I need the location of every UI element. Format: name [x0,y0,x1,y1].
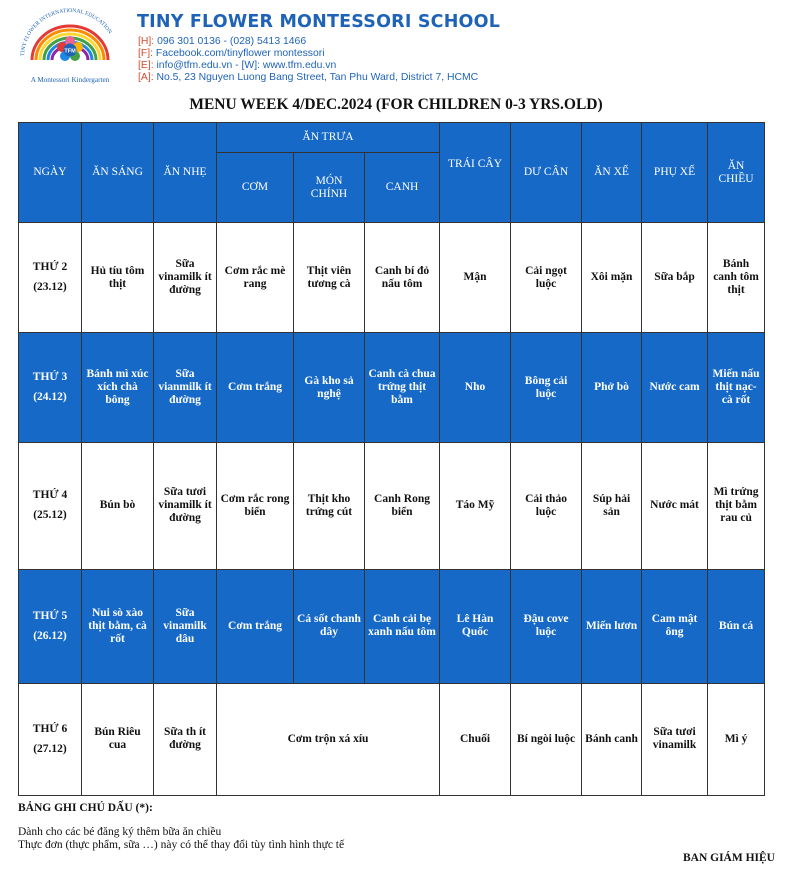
contact-facebook [138,48,478,60]
dessert-cell: Đậu cove luộc [511,569,582,683]
main-cell: Thịt kho trứng cút [294,443,365,569]
lunch-combined-cell: Cơm trộn xá xíu [217,683,440,795]
header-main: MÓN CHÍNH [294,153,365,223]
day-cell [19,223,82,333]
side-cell: Sữa bắp [642,223,708,333]
contact-value: info@tfm.edu.vn - [W]: www.tfm.edu.vn [156,60,337,71]
contact-email-web [138,60,478,72]
day-date: (23.12) [33,281,67,294]
header-rice: CƠM [217,153,294,223]
snack-cell: Sữa vinamilk dâu [154,569,217,683]
day-label: THỨ 4 [32,489,68,502]
afternoon-cell: Súp hải sản [582,443,642,569]
header-dessert: DƯ CÂN [511,123,582,223]
note-line: Dành cho các bé đăng ký thêm bữa ăn chiều [18,826,222,838]
header-snack: ĂN NHẸ [154,123,217,223]
header-lunch: ĂN TRƯA [217,123,440,153]
dessert-cell: Bông cải luộc [511,333,582,443]
table-row [19,683,765,795]
fruit-cell: Nho [440,333,511,443]
header-breakfast: ĂN SÁNG [82,123,154,223]
afternoon-cell: Xôi mặn [582,223,642,333]
menu-title: MENU WEEK 4/DEC.2024 (FOR CHILDREN 0-3 YRS.OLD) [189,96,603,113]
school-logo [14,8,126,88]
header-side: PHỤ XẾ [642,123,708,223]
fruit-cell: Chuối [440,683,511,795]
dessert-cell: Cải ngọt luộc [511,223,582,333]
contact-value: No.5, 23 Nguyen Luong Bang Street, Tan Phu Ward, District 7, HCMC [156,72,479,83]
note-line: Thực đơn (thực phẩm, sữa …) này có thể thay đổi tùy tình hình thực tế [18,839,345,851]
soup-cell: Canh cà chua trứng thịt bằm [365,333,440,443]
day-date: (27.12) [33,742,67,755]
rice-cell: Cơm trắng [217,333,294,443]
fruit-cell: Lê Hàn Quốc [440,569,511,683]
snack-cell: Sữa th ít đường [154,683,217,795]
day-date: (26.12) [33,629,67,642]
dinner-cell: Bún cá [708,569,765,683]
table-row [19,223,765,333]
contact-label: [E]: [138,60,154,71]
contact-block [138,36,478,84]
menu-table [18,122,765,796]
header-afternoon: ĂN XẾ [582,123,642,223]
main-cell: Gà kho sả nghệ [294,333,365,443]
rice-cell: Cơm trắng [217,569,294,683]
logo-arc-text: TINY FLOWER INTERNATIONAL EDUCATION [20,8,113,57]
contact-value: Facebook.com/tinyflower montessori [155,48,325,59]
signature: BAN GIÁM HIỆU [682,852,775,864]
snack-cell: Sữa vianmilk ít đường [154,333,217,443]
main-cell: Thịt viên tương cà [294,223,365,333]
contact-value: 096 301 0136 - (028) 5413 1466 [157,36,307,47]
header-day: NGÀY [19,123,82,223]
soup-cell: Canh Rong biển [365,443,440,569]
afternoon-cell: Phở bò [582,333,642,443]
header-dinner: ĂN CHIỀU [708,123,765,223]
breakfast-cell: Bánh mì xúc xích chà bông [82,333,154,443]
logo-caption: A Montessori Kindergarten [30,76,110,84]
soup-cell: Canh cải bẹ xanh nấu tôm [365,569,440,683]
fruit-cell: Mận [440,223,511,333]
day-cell [19,569,82,683]
snack-cell: Sữa vinamilk ít đường [154,223,217,333]
dinner-cell: Mì trứng thịt bằm rau củ [708,443,765,569]
breakfast-cell: Bún bò [82,443,154,569]
contact-label: [F]: [138,48,154,59]
day-label: THỨ 2 [32,261,68,274]
breakfast-cell: Nui sò xào thịt bằm, cà rốt [82,569,154,683]
day-cell [19,333,82,443]
table-row [19,443,765,569]
day-label: THỨ 6 [32,722,68,735]
header-soup: CANH [365,153,440,223]
day-cell [19,443,82,569]
dinner-cell: Miến nấu thịt nạc-cà rốt [708,333,765,443]
day-label: THỨ 3 [32,371,68,384]
table-row [19,333,765,443]
side-cell: Cam mật ông [642,569,708,683]
dinner-cell: Mì ý [708,683,765,795]
dessert-cell: Cải thảo luộc [511,443,582,569]
breakfast-cell: Bún Riêu cua [82,683,154,795]
side-cell: Sữa tươi vinamilk [642,683,708,795]
snack-cell: Sữa tươi vinamilk ít đường [154,443,217,569]
day-cell [19,683,82,795]
breakfast-cell: Hủ tíu tôm thịt [82,223,154,333]
dessert-cell: Bí ngòi luộc [511,683,582,795]
fruit-cell: Táo Mỹ [440,443,511,569]
school-name: TINY FLOWER MONTESSORI SCHOOL [137,12,501,32]
notes-title: BẢNG GHI CHÚ DẤU (*): [18,802,153,814]
side-cell: Nước mát [642,443,708,569]
contact-phone [138,36,478,48]
contact-label: [A]: [138,72,154,83]
day-label: THỨ 5 [32,609,68,622]
afternoon-cell: Miến lươn [582,569,642,683]
rice-cell: Cơm rắc rong biển [217,443,294,569]
rice-cell: Cơm rắc mè rang [217,223,294,333]
logo-badge: TFM [64,48,76,55]
table-row [19,569,765,683]
day-date: (25.12) [33,509,67,522]
soup-cell: Canh bí đỏ nấu tôm [365,223,440,333]
contact-label: [H]: [138,36,155,47]
afternoon-cell: Bánh canh [582,683,642,795]
side-cell: Nước cam [642,333,708,443]
day-date: (24.12) [33,391,67,404]
contact-address [138,72,478,84]
dinner-cell: Bánh canh tôm thịt [708,223,765,333]
main-cell: Cá sốt chanh dây [294,569,365,683]
header-fruit: TRÁI CÂY [440,123,511,223]
